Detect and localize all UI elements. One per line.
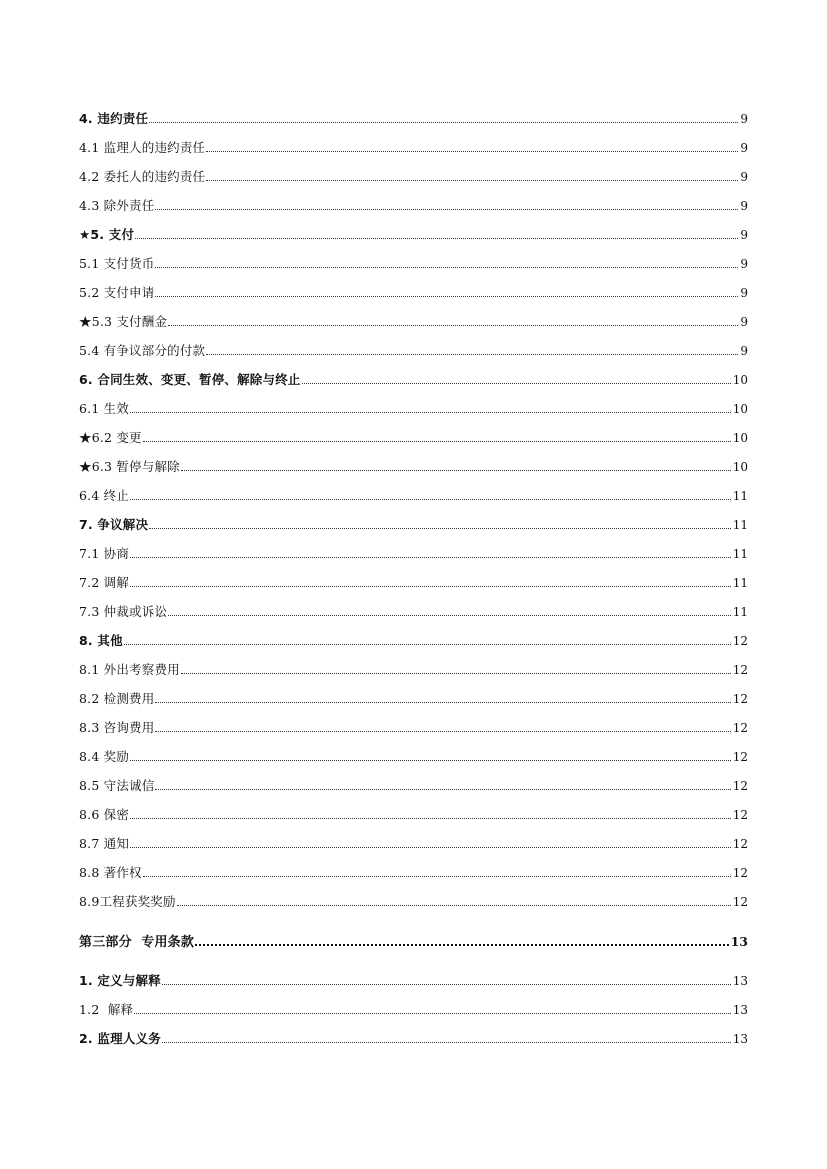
leader-dots [143, 876, 731, 877]
toc-entry-label: 4. 违约责任 [79, 111, 149, 126]
toc-entry-label: 4.1 监理人的违约责任 [79, 140, 206, 155]
toc-entry[interactable] [79, 718, 748, 738]
toc-entry[interactable] [79, 196, 748, 216]
toc-entry-label: 7.1 协商 [79, 546, 130, 561]
leader-dots [195, 944, 729, 946]
toc-entry-label: 6. 合同生效、变更、暂停、解除与终止 [79, 372, 301, 387]
toc-entry-label: 5.2 支付申请 [79, 285, 155, 300]
toc-entry[interactable] [79, 109, 748, 129]
leader-dots [155, 789, 730, 790]
toc-entry-page: 12 [732, 866, 748, 880]
toc-entry-label: 5.4 有争议部分的付款 [79, 343, 206, 358]
toc-entry-page: 12 [732, 692, 748, 706]
toc-entry[interactable] [79, 1029, 748, 1049]
toc-entry-page: 10 [732, 373, 748, 387]
leader-dots [130, 760, 731, 761]
toc-entry-label: 6.1 生效 [79, 401, 130, 416]
toc-entry[interactable] [79, 225, 748, 245]
toc-entry-page: 12 [732, 634, 748, 648]
toc-entry-page: 9 [740, 199, 748, 213]
toc-entry[interactable] [79, 805, 748, 825]
toc-entry-page: 9 [740, 344, 748, 358]
leader-dots [302, 383, 731, 384]
toc-entry[interactable] [79, 312, 748, 332]
leader-dots [155, 731, 730, 732]
toc-entry[interactable] [79, 747, 748, 767]
toc-entry-page: 11 [732, 489, 748, 503]
leader-dots [168, 615, 731, 616]
leader-dots [149, 122, 738, 123]
toc-entry[interactable] [79, 167, 748, 187]
leader-dots [130, 557, 731, 558]
toc-entry-page: 12 [732, 895, 748, 909]
toc-entry[interactable] [79, 971, 748, 991]
toc-entry-page: 11 [732, 518, 748, 532]
leader-dots [168, 325, 738, 326]
toc-entry-page: 12 [732, 721, 748, 735]
toc-entry-label: 6.4 终止 [79, 488, 130, 503]
leader-dots [162, 984, 731, 985]
toc-entry-label: ★6.2 变更 [79, 430, 142, 445]
toc-entry[interactable] [79, 399, 748, 419]
leader-dots [130, 818, 731, 819]
toc-entry-page: 12 [732, 808, 748, 822]
toc-entry-page: 9 [740, 286, 748, 300]
toc-entry-page: 9 [740, 141, 748, 155]
leader-dots [135, 238, 738, 239]
leader-dots [177, 905, 731, 906]
toc-entry[interactable] [79, 660, 748, 680]
toc-entry-label: 8.5 守法诚信 [79, 778, 155, 793]
toc-entry-page: 13 [730, 934, 748, 949]
toc-entry-label: 8.7 通知 [79, 836, 130, 851]
toc-entry[interactable] [79, 138, 748, 158]
toc-entry[interactable] [79, 834, 748, 854]
toc-entry-page: 9 [740, 112, 748, 126]
toc-entry-label: 8.6 保密 [79, 807, 130, 822]
leader-dots [206, 151, 738, 152]
toc-entry-label: 8. 其他 [79, 633, 123, 648]
toc-entry[interactable] [79, 776, 748, 796]
toc-entry-label: 5.1 支付货币 [79, 256, 155, 271]
leader-dots [124, 644, 731, 645]
toc-entry-page: 11 [732, 547, 748, 561]
toc-entry[interactable] [79, 370, 748, 390]
toc-entry-page: 10 [732, 431, 748, 445]
leader-dots [149, 528, 731, 529]
toc-entry-label: 7. 争议解决 [79, 517, 149, 532]
toc-entry-page: 11 [732, 576, 748, 590]
leader-dots [181, 673, 731, 674]
leader-dots [130, 412, 731, 413]
toc-entry-page: 9 [740, 228, 748, 242]
toc-entry-label: 2. 监理人义务 [79, 1031, 161, 1046]
toc-entry-label: 7.2 调解 [79, 575, 130, 590]
toc-entry[interactable] [79, 486, 748, 506]
toc-entry-page: 13 [732, 1032, 748, 1046]
leader-dots [130, 499, 731, 500]
toc-entry-label: 8.4 奖励 [79, 749, 130, 764]
leader-dots [155, 702, 730, 703]
toc-entry[interactable] [79, 1000, 748, 1020]
leader-dots [206, 354, 738, 355]
toc-entry-label: ★6.3 暂停与解除 [79, 459, 180, 474]
toc-entry-label: 1. 定义与解释 [79, 973, 161, 988]
toc-entry-page: 10 [732, 402, 748, 416]
toc-entry[interactable] [79, 341, 748, 361]
toc-entry[interactable] [79, 631, 748, 651]
leader-dots [155, 267, 738, 268]
toc-entry-page: 10 [732, 460, 748, 474]
toc-entry[interactable] [79, 573, 748, 593]
leader-dots [181, 470, 731, 471]
toc-entry-page: 12 [732, 837, 748, 851]
toc-entry-label: 8.9工程获奖奖励 [79, 894, 176, 909]
toc-entry-label: 4.2 委托人的违约责任 [79, 169, 206, 184]
toc-entry-page: 12 [732, 779, 748, 793]
toc-entry-label: 1.2 解释 [79, 1002, 134, 1017]
leader-dots [206, 180, 738, 181]
toc-entry-label: 8.2 检测费用 [79, 691, 155, 706]
toc-entry-label: 7.3 仲裁或诉讼 [79, 604, 168, 619]
leader-dots [130, 586, 731, 587]
toc-entry-page: 11 [732, 605, 748, 619]
toc-entry-page: 12 [732, 663, 748, 677]
leader-dots [143, 441, 731, 442]
toc-entry-page: 12 [732, 750, 748, 764]
leader-dots [134, 1013, 730, 1014]
toc-entry-label: 8.8 著作权 [79, 865, 142, 880]
toc-entry[interactable] [79, 602, 748, 622]
toc-entry-page: 9 [740, 315, 748, 329]
toc-entry-label: ★5.3 支付酬金 [79, 314, 168, 329]
toc-entry-label: ★5. 支付 [79, 227, 135, 242]
leader-dots [155, 296, 738, 297]
toc-entry[interactable] [79, 515, 748, 535]
leader-dots [155, 209, 738, 210]
leader-dots [130, 847, 731, 848]
toc-entry[interactable] [79, 863, 748, 883]
toc-entry-label: 8.1 外出考察费用 [79, 662, 180, 677]
toc-entry-label: 第三部分 专用条款 [79, 935, 195, 950]
leader-dots [162, 1042, 731, 1043]
toc-entry-page: 9 [740, 257, 748, 271]
toc-entry[interactable] [79, 428, 748, 448]
toc-entry-page: 13 [732, 974, 748, 988]
toc-entry-page: 13 [732, 1003, 748, 1017]
toc-entry[interactable] [79, 689, 748, 709]
toc-entry[interactable] [79, 254, 748, 274]
toc-entry[interactable] [79, 283, 748, 303]
toc-entry-page: 9 [740, 170, 748, 184]
toc-entry[interactable] [79, 457, 748, 477]
toc-entry-label: 8.3 咨询费用 [79, 720, 155, 735]
toc-part-heading[interactable] [79, 932, 748, 952]
toc-entry[interactable] [79, 892, 748, 912]
toc-entry[interactable] [79, 544, 748, 564]
toc-entry-label: 4.3 除外责任 [79, 198, 155, 213]
